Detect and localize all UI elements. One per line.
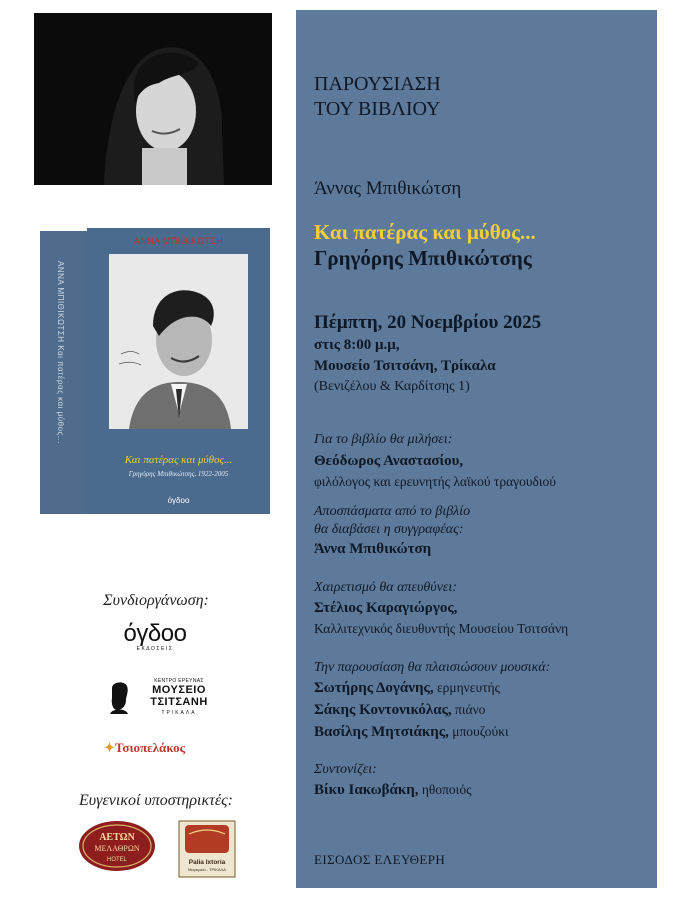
greeting-label: Χαιρετισμό θα απευθύνει:	[314, 580, 457, 595]
poster	[20, 10, 657, 888]
moderator-item	[314, 782, 649, 799]
aeton-hotel-emblem	[78, 820, 156, 872]
musician-name: Βασίλης Μητσιάκης,	[314, 724, 449, 740]
tsiopelakos-logo	[104, 740, 214, 756]
tsiopelakos-logo-word: ✦Τσιοπελάκος	[104, 740, 186, 755]
speaker-description: φιλόλογος και ερευνητής λαϊκού τραγουδιού	[314, 474, 556, 489]
reading-author-name: Άννα Μπιθικώτση	[314, 541, 432, 557]
palia-logo-name: Palia Ixtoria	[188, 859, 226, 866]
musician-role: πιάνο	[451, 702, 486, 717]
greeting-description: Καλλιτεχνικός διευθυντής Μουσείου Τσιτσάνη	[314, 621, 569, 636]
aeton-logo-line2: ΜΕΛΑΘΡΩΝ	[94, 844, 140, 853]
book-cover-author: ΑΝΝΑ ΜΠΙΘΙΚΩΤΣΗ	[133, 236, 224, 246]
speaker-name: Θεόδωρος Αναστασίου,	[314, 453, 464, 469]
reading-label-line1: Αποσπάσματα από το βιβλίο	[314, 504, 471, 519]
book-cover-title: Και πατέρας και μύθος...	[124, 454, 233, 466]
singer-portrait-image	[109, 254, 248, 429]
aeton-logo-line1: ΑΕΤΩΝ	[99, 832, 135, 843]
museum-logo-line2: ΤΣΙΤΣΑΝΗ	[150, 696, 208, 708]
author-name: Άννας Μπιθικώτση	[314, 178, 462, 199]
book-cover-subtitle: Γρηγόρης Μπιθικώτσης, 1922-2005	[128, 470, 229, 478]
event-date: Πέμπτη, 20 Νοεμβρίου 2025	[314, 312, 542, 333]
palia-ixtoria-emblem	[178, 820, 236, 878]
supporters-label: Ευγενικοί υποστηρικτές:	[79, 792, 233, 809]
book-spine	[40, 231, 87, 514]
author-portrait-image	[34, 13, 272, 185]
musician-name: Σάκης Κοντονικόλας,	[314, 702, 452, 718]
event-venue: Μουσείο Τσιτσάνη, Τρίκαλα	[314, 358, 496, 374]
info-panel	[296, 10, 657, 888]
musician-name: Σωτήρης Δογάνης,	[314, 680, 434, 696]
musician-role: μπουζούκι	[448, 724, 509, 739]
author-portrait	[34, 13, 272, 185]
musician-role: ερμηνευτής	[433, 680, 500, 695]
free-entry-notice: ΕΙΣΟΔΟΣ ΕΛΕΥΘΕΡΗ	[314, 852, 446, 867]
aeton-logo-line3: HOTEL	[106, 857, 128, 863]
museum-logo-line1: ΜΟΥΣΕΙΟ	[152, 684, 206, 696]
moderator-label: Συντονίζει:	[314, 762, 377, 777]
musician-item	[314, 680, 649, 697]
moderator-name: Βίκυ Ιακωβάκη,	[314, 782, 419, 798]
musician-item	[314, 702, 649, 719]
presentation-heading	[314, 72, 649, 122]
presentation-heading-line2: ΤΟΥ ΒΙΒΛΙΟΥ	[314, 98, 441, 120]
event-address: (Βενιζέλου & Καρδίτσης 1)	[314, 379, 470, 394]
book-subject: Γρηγόρης Μπιθικώτσης	[314, 246, 532, 270]
musician-item	[314, 724, 649, 741]
book-spine-text: ΑΝΝΑ ΜΠΙΘΙΚΩΤΣΗ Και πατέρας και μύθος...	[56, 261, 65, 445]
museum-logo-top: ΚΕΝΤΡΟ ΕΡΕΥΝΑΣ	[154, 678, 204, 684]
book-title: Και πατέρας και μύθος...	[314, 220, 536, 244]
ogdoo-logo	[108, 622, 202, 652]
aeton-hotel-logo	[78, 820, 156, 872]
museum-logo-city: ΤΡΙΚΑΛΑ	[161, 710, 197, 716]
ogdoo-logo-word: όγδοο	[123, 620, 187, 647]
music-label: Την παρουσίαση θα πλαισιώσουν μουσικά:	[314, 660, 551, 675]
reading-label-line2: θα διαβάσει η συγγραφέας:	[314, 522, 464, 537]
coorganization-label: Συνδιοργάνωση:	[103, 592, 209, 609]
book-cover	[40, 228, 270, 514]
ogdoo-logo-subtitle: ΕΚΔΟΣΕΙΣ	[136, 646, 174, 652]
event-time: στις 8:00 μ.μ,	[314, 337, 400, 353]
greeting-name: Στέλιος Καραγιώργος,	[314, 600, 458, 616]
museum-portrait-icon	[108, 680, 130, 714]
palia-logo-sub: Μαγειρείο - ΤΡΙΚΑΛΑ	[188, 867, 226, 872]
moderator-role: ηθοποιός	[418, 782, 472, 797]
tsitsanis-museum-logo	[108, 678, 226, 722]
book-cover-photo	[109, 254, 248, 429]
book-cover-publisher: όγδοο	[167, 496, 190, 505]
speaker-label: Για το βιβλίο θα μιλήσει:	[314, 432, 453, 447]
palia-ixtoria-logo	[178, 820, 236, 878]
book-front	[87, 228, 270, 514]
presentation-heading-line1: ΠΑΡΟΥΣΙΑΣΗ	[314, 73, 441, 95]
